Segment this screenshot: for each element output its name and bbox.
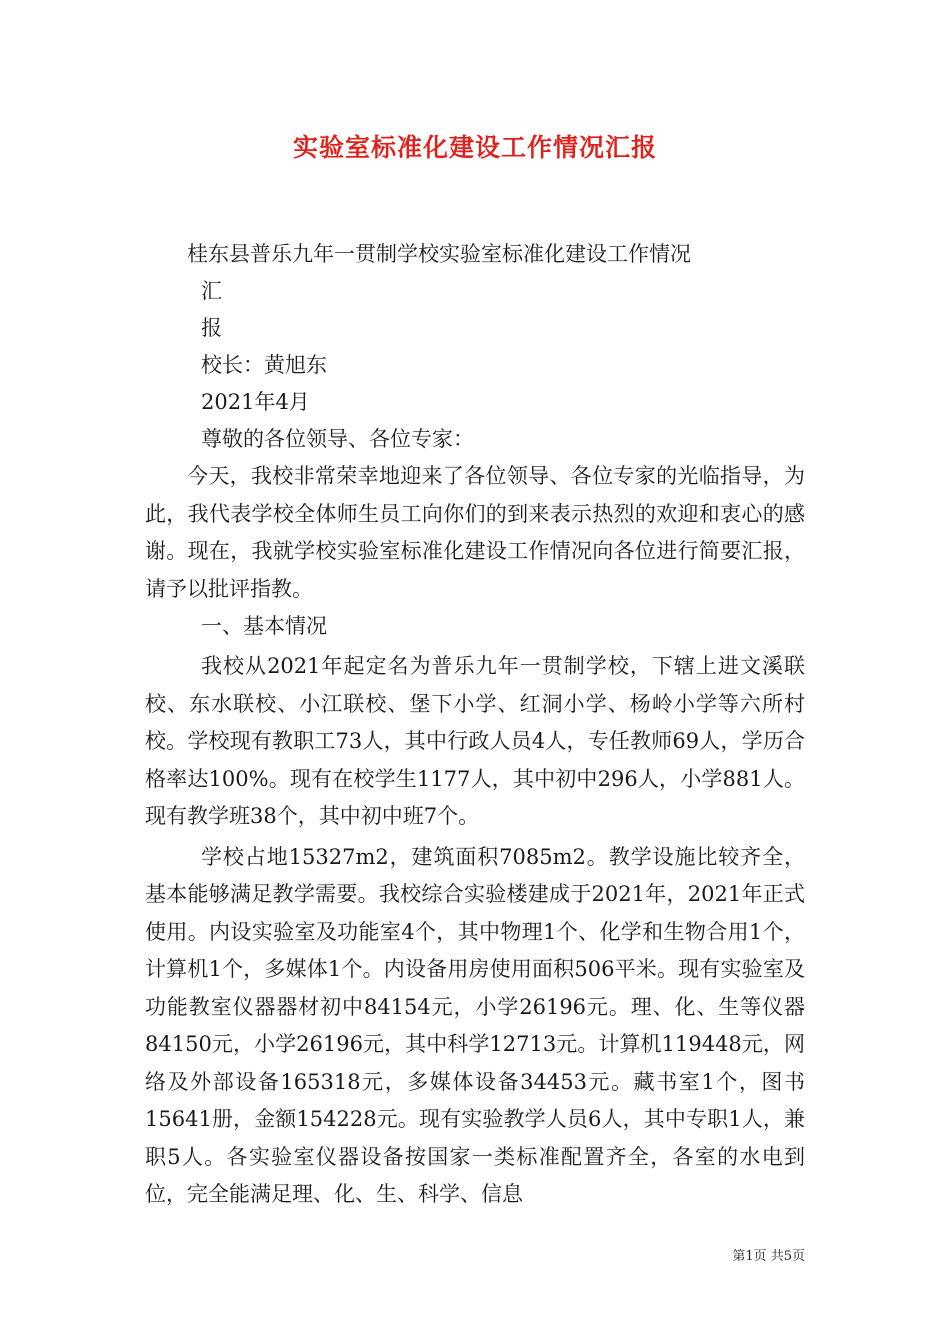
salutation: 尊敬的各位领导、各位专家： <box>201 427 474 451</box>
paragraph-intro: 今天，我校非常荣幸地迎来了各位领导、各位专家的光临指导，为此，我代表学校全体师生员工向你们的到来表示热烈的欢迎和衷心的感谢。现在，我就学校实验室标准化建设工作情况向各位进行简要汇报，请予以批评指教。 <box>145 464 805 601</box>
page-footer: 第1页 共5页 <box>732 1249 805 1264</box>
header-line-hui: 汇 <box>201 279 222 303</box>
document-title: 实验室标准化建设工作情况汇报 <box>292 133 657 162</box>
paragraph-basic-info: 我校从2021年起定名为普乐九年一贯制学校，下辖上进文溪联校、东水联校、小江联校、堡下小学、红洞小学、杨岭小学等六所村校。学校现有教职工73人，其中行政人员4人，专任教师69人，学历合格率达100%。现有在校学生1177人，其中初中296人，小学881人。现有教学班38个，其中初中班7个。 <box>145 654 805 828</box>
header-line-school: 桂东县普乐九年一贯制学校实验室标准化建设工作情况 <box>187 242 691 266</box>
section-heading-basic: 一、基本情况 <box>201 614 327 638</box>
document-body <box>145 236 805 1214</box>
header-line-bao: 报 <box>201 316 222 340</box>
header-line-date: 2021年4月 <box>201 390 310 414</box>
header-line-principal: 校长：黄旭东 <box>201 353 327 377</box>
paragraph-facilities: 学校占地15327m2，建筑面积7085m2。教学设施比较齐全，基本能够满足教学需要。我校综合实验楼建成于2021年，2021年正式使用。内设实验室及功能室4个，其中物理1个、化学和生物合用1个，计算机1个，多媒体1个。内设备用房使用面积506平米。现有实验室及功能教室仪器器材初中84154元，小学26196元。理、化、生等仪器84150元，小学26196元，其中科学12713元。计算机119448元，网络及外部设备165318元，多媒体设备34453元。藏书室1个，图书15641册，金额154228元。现有实验教学人员6人，其中专职1人，兼职5人。各实验室仪器设备按国家一类标准配置齐全，各室的水电到位，完全能满足理、化、生、科学、信息 <box>145 844 805 1206</box>
